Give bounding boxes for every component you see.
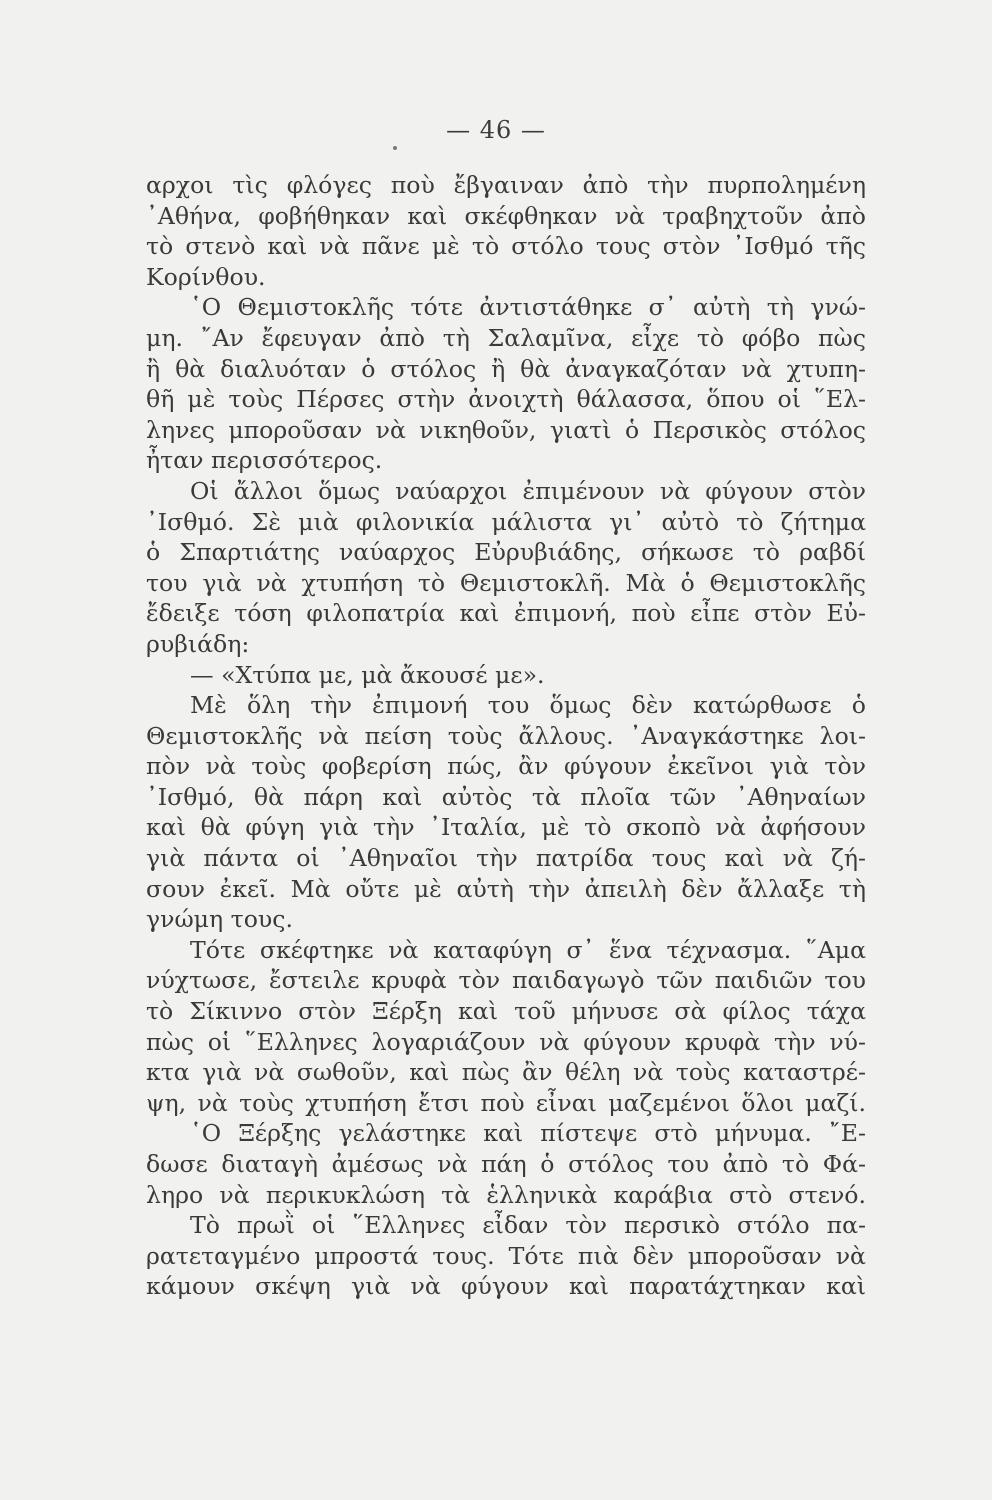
text-line: ἔδειξε τόση φιλοπατρία καὶ ἐπιμονή, ποὺ εἶπε στὸν Εὐ-	[146, 599, 866, 628]
text-line: γνώμη τους.	[146, 905, 293, 934]
page-number: — 46 —	[446, 116, 546, 144]
text-line: καὶ θὰ φύγη γιὰ τὴν ᾿Ιταλία, μὲ τὸ σκοπὸ νὰ ἀφήσουν	[146, 813, 866, 842]
text-line: ὁ Σπαρτιάτης ναύαρχος Εὐρυβιάδης, σήκωσε τὸ ραβδί	[146, 538, 866, 567]
text-line: σουν ἐκεῖ. Μὰ οὔτε μὲ αὐτὴ τὴν ἀπειλὴ δὲν ἄλλαξε τὴ	[146, 874, 866, 903]
text-line: πὼς οἱ ῞Ελληνες λογαριάζουν νὰ φύγουν κρυφὰ τὴν νύ-	[146, 1027, 866, 1056]
body-text	[146, 170, 866, 1302]
text-line: κάμουν σκέψη γιὰ νὰ φύγουν καὶ παρατάχτηκαν καὶ	[146, 1272, 866, 1301]
text-line: Οἱ ἄλλοι ὅμως ναύαρχοι ἐπιμένουν νὰ φύγουν στὸν	[190, 476, 866, 505]
text-line: ῾Ο Θεμιστοκλῆς τότε ἀντιστάθηκε σ᾿ αὐτὴ τὴ γνώ-	[190, 293, 866, 322]
text-line: κτα γιὰ νὰ σωθοῦν, καὶ πὼς ἂν θέλη νὰ τοὺς καταστρέ-	[146, 1058, 866, 1087]
text-line: Τότε σκέφτηκε νὰ καταφύγη σ᾿ ἕνα τέχνασμα. ῞Αμα	[190, 935, 866, 964]
text-line: ρυβιάδη:	[146, 629, 250, 658]
text-line: γιὰ πάντα οἱ ᾿Αθηναῖοι τὴν πατρίδα τους καὶ νὰ ζή-	[146, 844, 866, 873]
text-line: Τὸ πρωῒ οἱ ῞Ελληνες εἶδαν τὸν περσικὸ στόλο πα-	[190, 1211, 866, 1240]
text-line: ᾿Ισθμό, θὰ πάρη καὶ αὐτὸς τὰ πλοῖα τῶν ᾿Αθηναίων	[146, 782, 866, 811]
text-line: αρχοι τὶς φλόγες ποὺ ἔβγαιναν ἀπὸ τὴν πυρπολημένη	[146, 171, 866, 199]
text-line: ῾Ο Ξέρξης γελάστηκε καὶ πίστεψε στὸ μήνυμα. ῎Ε-	[190, 1119, 866, 1148]
text-line: ᾿Ισθμό. Σὲ μιὰ φιλονικία μάλιστα γι᾿ αὐτὸ τὸ ζήτημα	[146, 507, 866, 536]
text-line: τὸ στενὸ καὶ νὰ πᾶνε μὲ τὸ στόλο τους στὸν ᾿Ισθμό τῆς	[146, 232, 866, 261]
text-line: Θεμιστοκλῆς νὰ πείση τοὺς ἄλλους. ᾿Αναγκάστηκε λοι-	[146, 721, 866, 750]
text-line: ληνες μποροῦσαν νὰ νικηθοῦν, γιατὶ ὁ Περσικὸς στόλος	[146, 415, 866, 444]
ink-speck	[393, 146, 397, 150]
text-line: ᾿Αθήνα, φοβήθηκαν καὶ σκέφθηκαν νὰ τραβηχτοῦν ἀπὸ	[146, 201, 866, 230]
text-line: δωσε διαταγὴ ἀμέσως νὰ πάη ὁ στόλος του ἀπὸ τὸ Φά-	[146, 1150, 866, 1178]
text-line: ψη, νὰ τοὺς χτυπήση ἔτσι ποὺ εἶναι μαζεμένοι ὅλοι μαζί.	[146, 1088, 866, 1117]
text-line: μη. ῎Αν ἔφευγαν ἀπὸ τὴ Σαλαμῖνα, εἶχε τὸ φόβο πὼς	[146, 323, 866, 352]
text-line: νύχτωσε, ἔστειλε κρυφὰ τὸν παιδαγωγὸ τῶν παιδιῶν του	[146, 966, 866, 995]
text-line: ἢ θὰ διαλυόταν ὁ στόλος ἢ θὰ ἀναγκαζόταν νὰ χτυπη-	[146, 354, 866, 383]
text-line: θῆ μὲ τοὺς Πέρσες στὴν ἀνοιχτὴ θάλασσα, ὅπου οἱ ῞Ελ-	[146, 385, 866, 414]
text-line: Κορίνθου.	[146, 262, 266, 291]
text-line: Μὲ ὅλη τὴν ἐπιμονή του ὅμως δὲν κατώρθωσε ὁ	[190, 691, 866, 720]
text-line: — «Χτύπα με, μὰ ἄκουσέ με».	[190, 660, 545, 689]
text-line: ληρο νὰ περικυκλώση τὰ ἑλληνικὰ καράβια στὸ στενό.	[146, 1180, 866, 1209]
text-line: πὸν νὰ τοὺς φοβερίση πώς, ἂν φύγουν ἐκεῖνοι γιὰ τὸν	[146, 752, 866, 781]
text-line: ἦταν περισσότερος.	[146, 446, 383, 475]
text-line: του γιὰ νὰ χτυπήση τὸ Θεμιστοκλῆ. Μὰ ὁ Θεμιστοκλῆς	[146, 568, 866, 597]
text-line: ρατεταγμένο μπροστά τους. Τότε πιὰ δὲν μποροῦσαν νὰ	[146, 1241, 866, 1270]
text-line: τὸ Σίκιννο στὸν Ξέρξη καὶ τοῦ μήνυσε σὰ φίλος τάχα	[146, 997, 866, 1026]
